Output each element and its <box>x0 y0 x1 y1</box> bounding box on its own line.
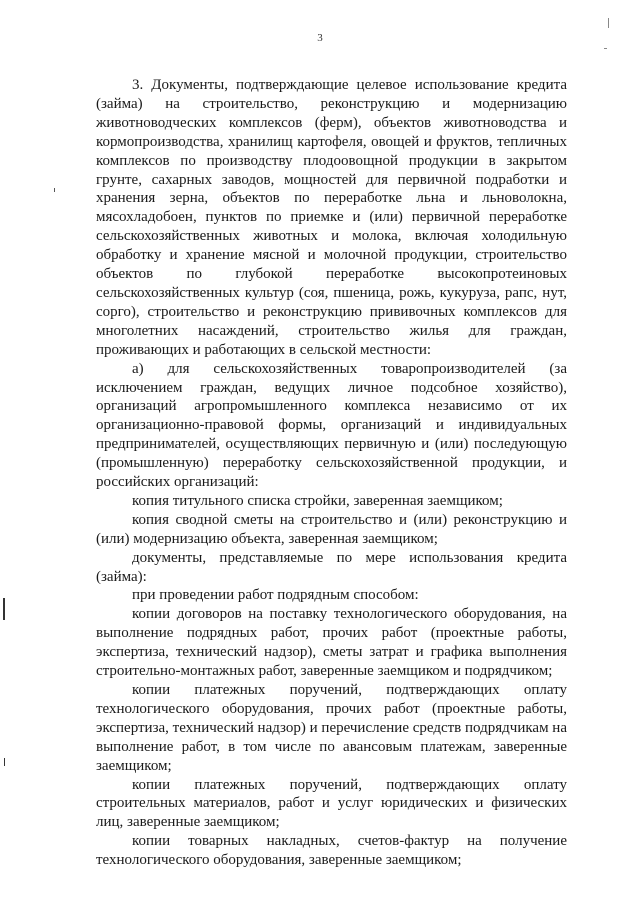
scan-mark <box>608 18 609 28</box>
scan-mark <box>54 188 55 192</box>
paragraph-payment-orders-equipment: копии платежных поручений, подтверждающих оплату технологического оборудования, прочих работ (проектные работы, экспертиза, технический надзор) и перечисление средств подрядчикам на выполнение работ, в том числе по авансовым платежам, заверенные заемщиком; <box>96 682 567 774</box>
paragraph-estimate-copy: копия сводной сметы на строительство и (или) реконструкцию и (или) модернизацию объекта, заверенная заемщиком; <box>96 511 567 547</box>
paragraph-contract-copies: копии договоров на поставку технологического оборудования, на выполнение подрядных работ, прочих работ (проектные работы, экспертиза, технический надзор), сметы затрат и графика выполнения строительно-монтажных работ, заверенные заемщиком и подрядчиком; <box>96 606 567 680</box>
paragraph-payment-orders-materials: копии платежных поручений, подтверждающих оплату строительных материалов, работ и услуг юридических и физических лиц, заверенные заемщиком; <box>96 776 567 831</box>
scan-mark <box>4 758 5 766</box>
paragraph-documents-during-use: документы, представляемые по мере использования кредита (займа): <box>96 549 567 585</box>
paragraph-documents-purpose: 3. Документы, подтверждающие целевое использование кредита (займа) на строительство, реконструкцию и модернизацию животноводческих комплексов (ферм), объектов животноводства и кормопроизводства, хранилищ картофеля, овощей и фруктов, тепличных комплексов по производству плодоовощной продукции в закрытом грунте, сахарных заводов, мощностей для первичной подработки и хранения зерна, объектов по переработке льна и льноволокна, мясохладобоен, пунктов по приемке и (или) первичной переработке сельскохозяйственных животных и молока, включая холодильную обработку и хранение мясной и молочной продукции, строительство объектов по глубокой переработке высокопротеиновых сельскохозяйственных культур (соя, пшеница, рожь, кукуруза, рапс, нут, сорго), строительство и реконструкцию прививочных комплексов для многолетних насаждений, строительство жилья для граждан, проживающих и работающих в сельской местности: <box>96 77 567 358</box>
scan-mark <box>604 48 607 49</box>
scan-mark <box>3 598 5 620</box>
document-body <box>96 76 567 870</box>
paragraph-contract-method: при проведении работ подрядным способом: <box>132 587 419 604</box>
paragraph-subclause-a: а) для сельскохозяйственных товаропроизводителей (за исключением граждан, ведущих личное подсобное хозяйство), организаций агропромышленного комплекса независимо от их организационно-правовой формы, организаций и индивидуальных предпринимателей, осуществляющих первичную и (или) последующую (промышленную) переработку сельскохозяйственной продукции, и российских организаций: <box>96 360 567 491</box>
page-number: 3 <box>317 32 323 44</box>
paragraph-title-list-copy: копия титульного списка стройки, заверенная заемщиком; <box>132 492 503 509</box>
paragraph-waybills-invoices: копии товарных накладных, счетов-фактур на получение технологического оборудования, заверенные заемщиком; <box>96 833 567 869</box>
